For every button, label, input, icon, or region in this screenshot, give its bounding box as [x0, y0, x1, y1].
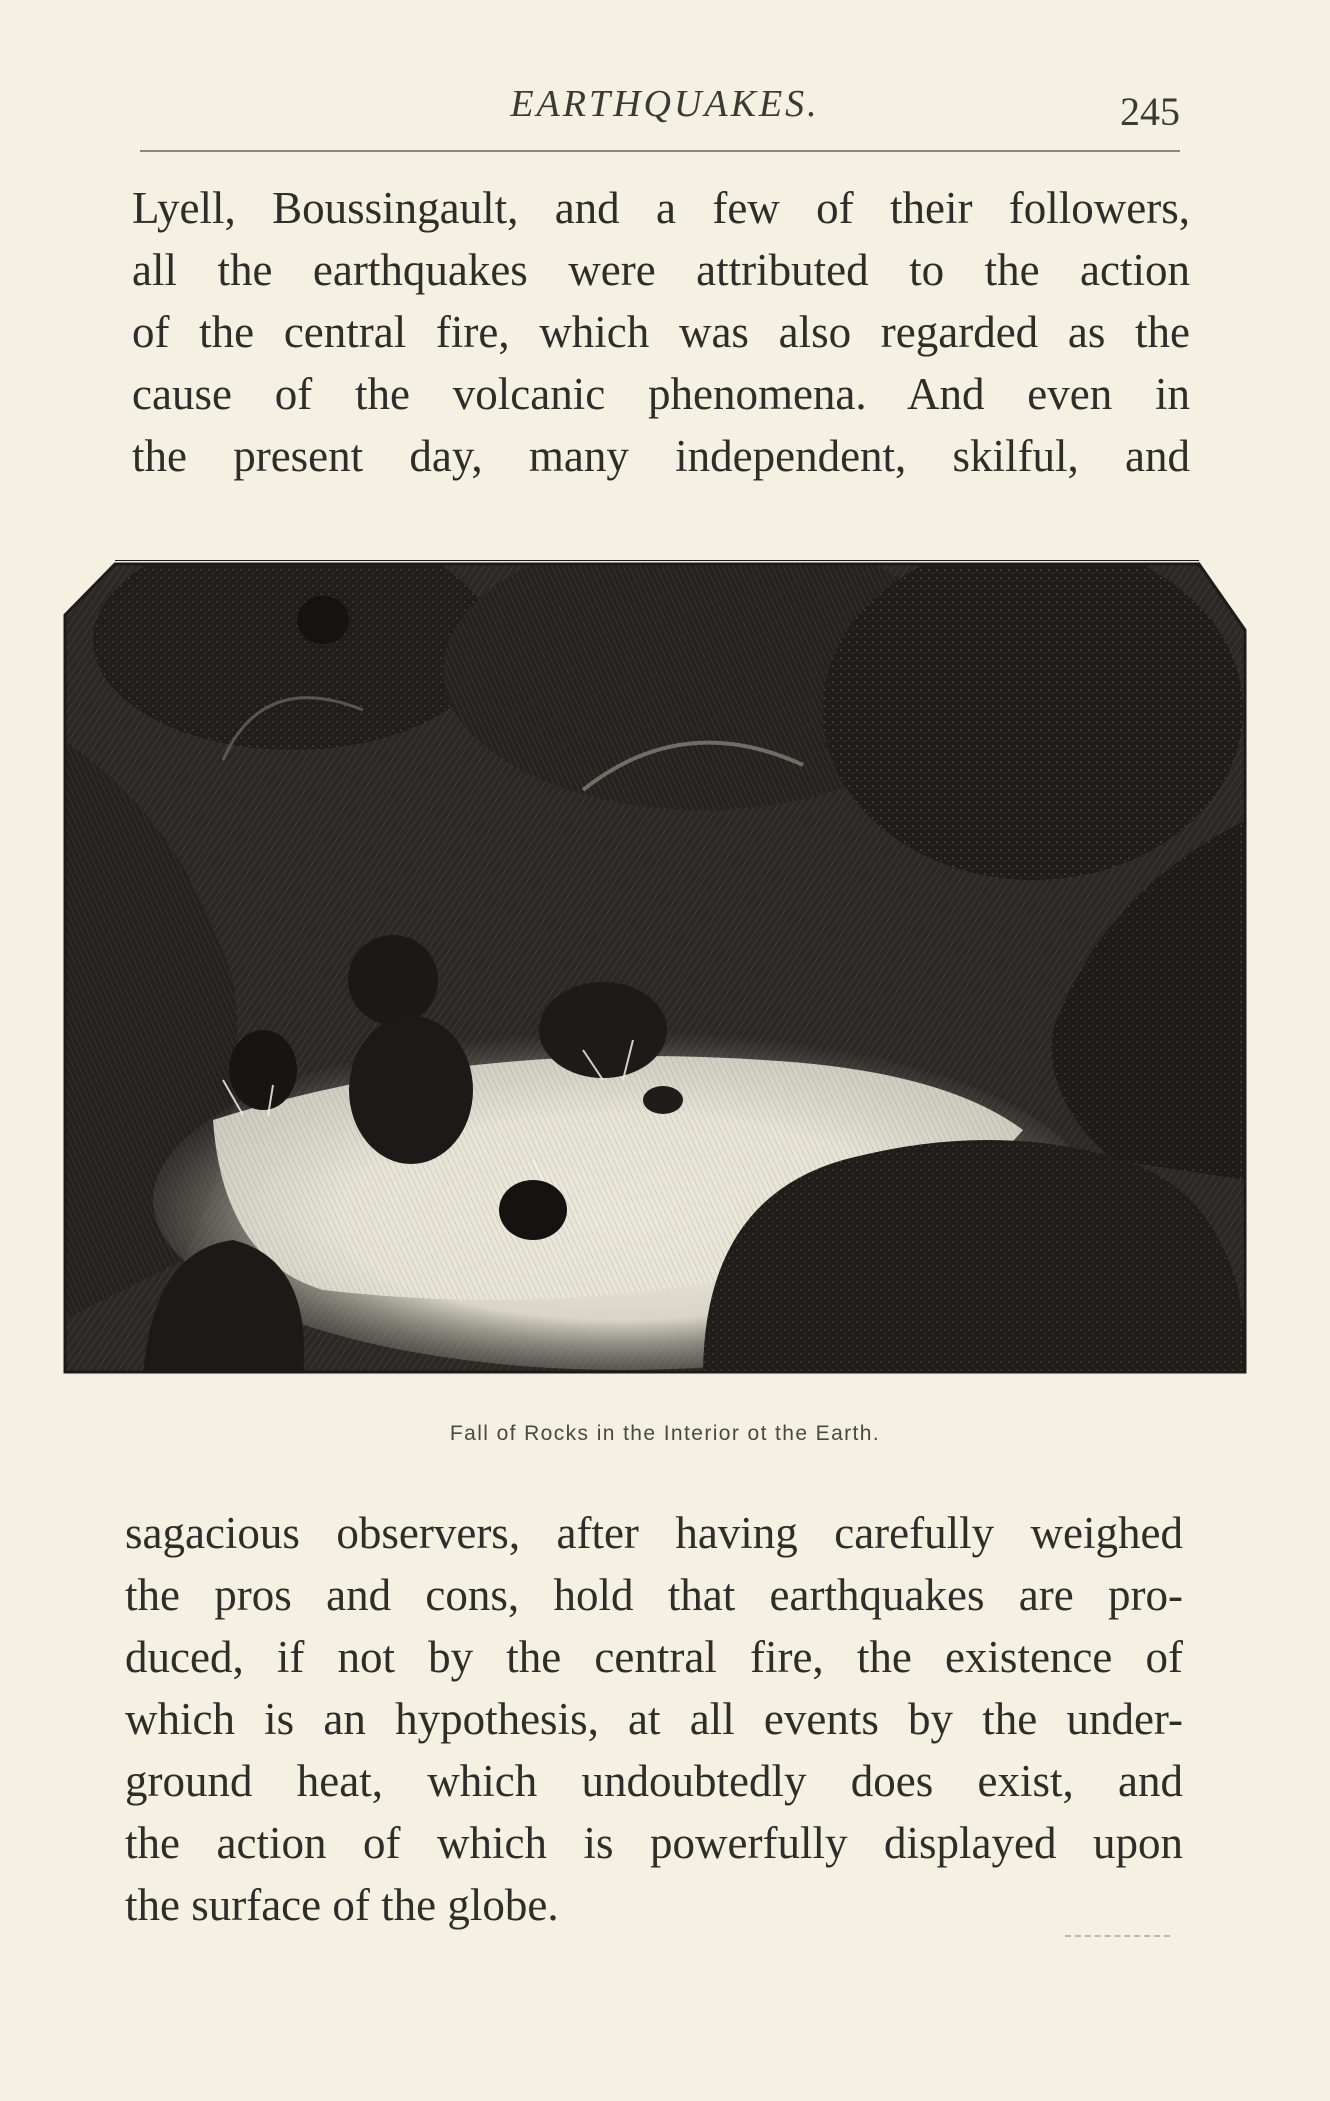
text-line: cause of the volcanic phenomena. And even in — [132, 369, 1190, 419]
text-line: ground heat, which undoubtedly does exist, and — [125, 1756, 1183, 1806]
page-number: 245 — [1120, 89, 1180, 134]
figure-caption: Fall of Rocks in the Interior ot the Earth. — [449, 1422, 881, 1445]
header-rule — [140, 150, 1180, 152]
running-title: EARTHQUAKES. — [510, 83, 820, 125]
paragraph-top — [132, 177, 1190, 487]
text-line: the action of which is powerfully displayed upon — [125, 1818, 1183, 1868]
text-line: the pros and cons, hold that earthquakes are pro- — [125, 1570, 1183, 1620]
cave-engraving-image — [63, 560, 1247, 1376]
running-head — [0, 82, 1330, 142]
paragraph-bottom — [125, 1502, 1183, 1936]
engraving-figure — [63, 560, 1247, 1376]
text-line: which is an hypothesis, at all events by the under- — [125, 1694, 1183, 1744]
text-line: of the central fire, which was also regarded as the — [132, 307, 1190, 357]
text-line: Lyell, Boussingault, and a few of their followers, — [132, 183, 1190, 233]
text-line: all the earthquakes were attributed to the action — [132, 245, 1190, 295]
text-line: the present day, many independent, skilful, and — [132, 431, 1190, 481]
end-rule — [1065, 1935, 1170, 1937]
text-line: the surface of the globe. — [125, 1880, 559, 1930]
text-line: sagacious observers, after having carefully weighed — [125, 1508, 1183, 1558]
text-line: duced, if not by the central fire, the existence of — [125, 1632, 1183, 1682]
